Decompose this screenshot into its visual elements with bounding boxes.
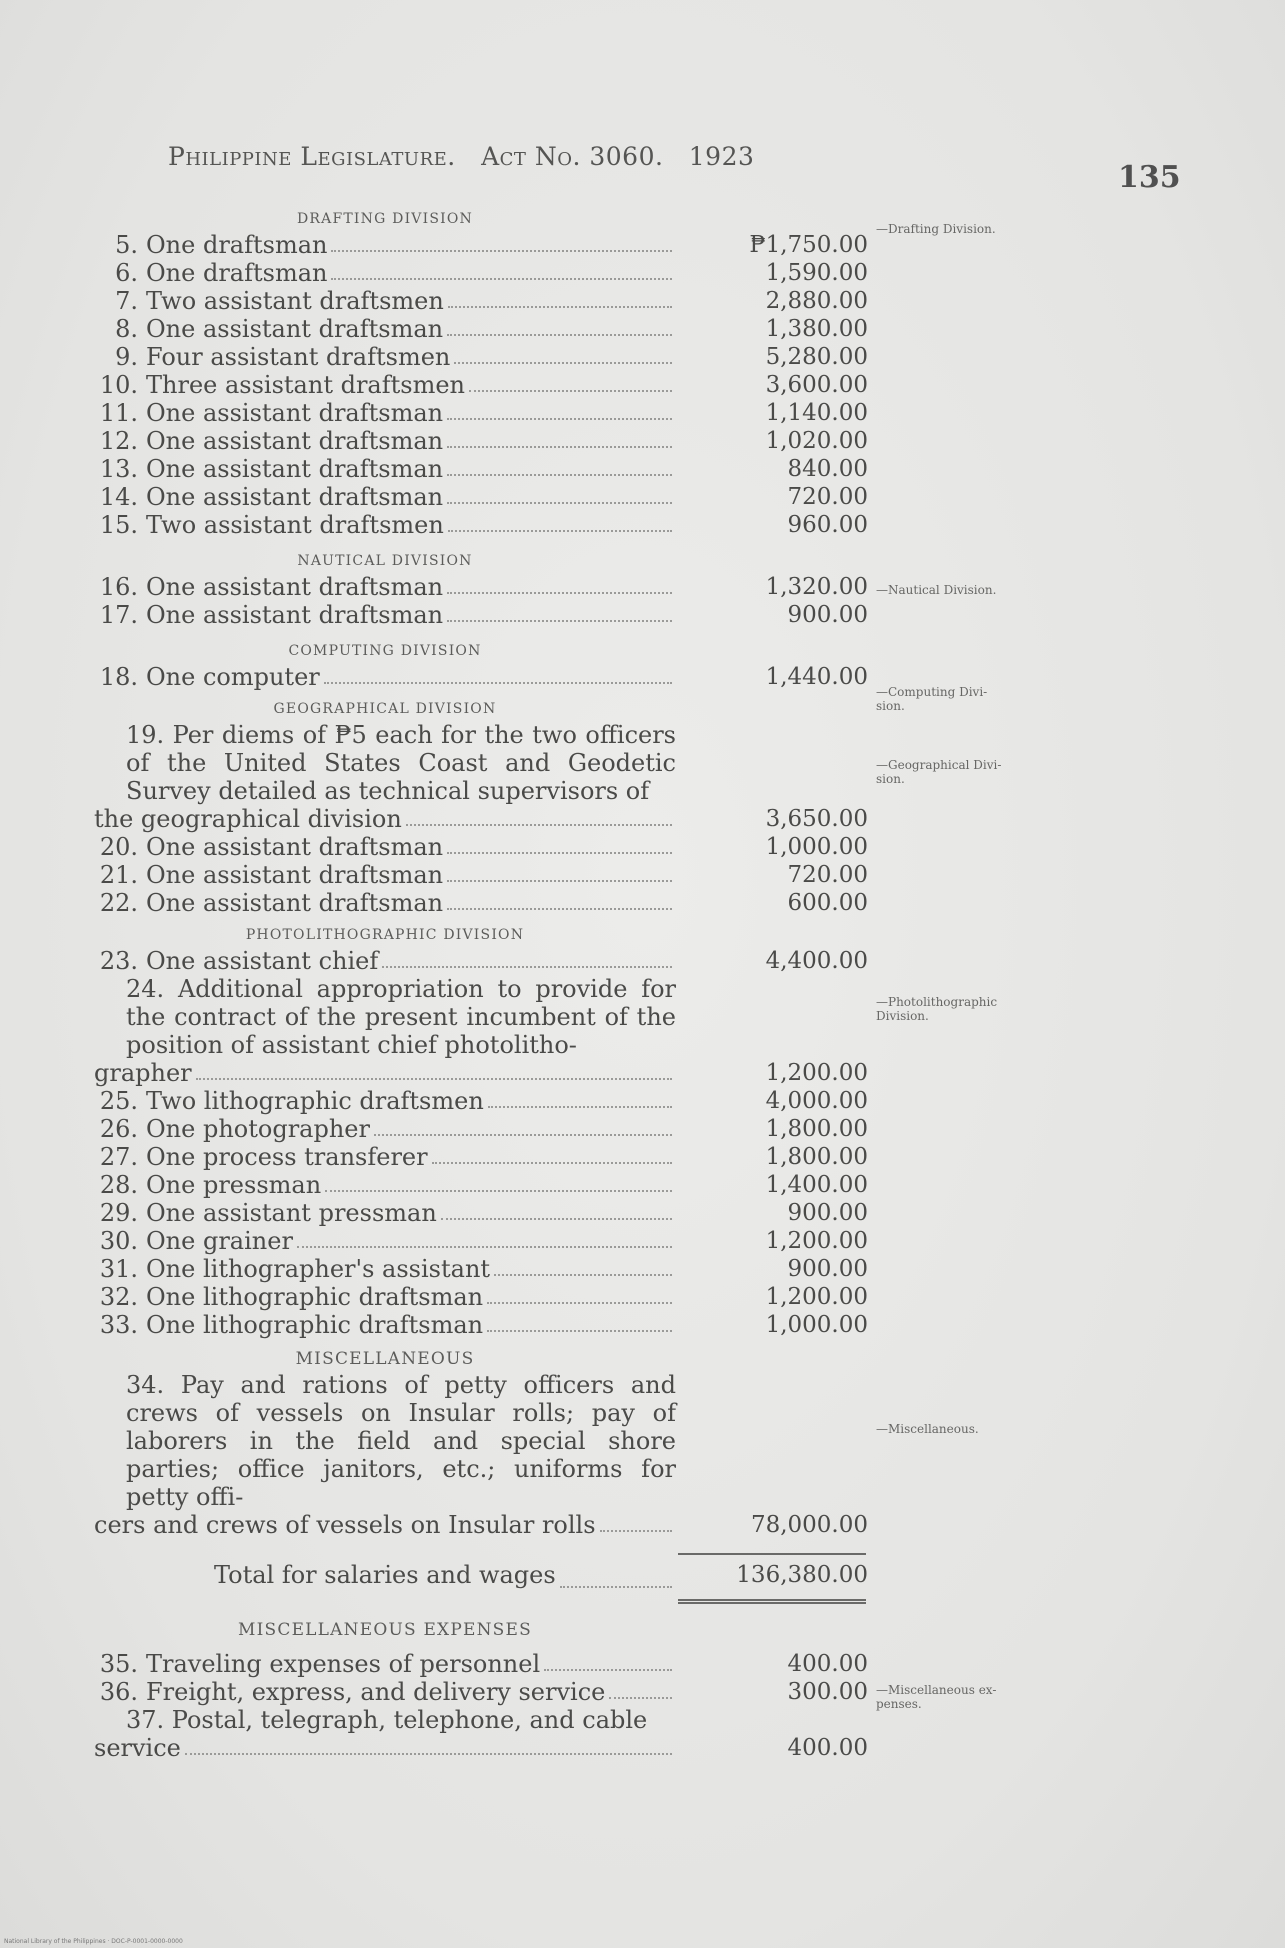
line-item-label: One assistant draftsman (146, 601, 444, 629)
line-item-label: One lithographer's assistant (146, 1255, 491, 1283)
line-item-amount: 720.00 (787, 484, 868, 510)
list-nautical (94, 573, 874, 629)
header-legislature: Philippine Legislature. (168, 142, 456, 171)
line-item (94, 1311, 874, 1339)
line-item (94, 1115, 874, 1143)
item-37-last: service (94, 1734, 181, 1762)
line-item-amount: 900.00 (787, 1256, 868, 1282)
line-item-number: 17. (99, 601, 138, 629)
line-item-number: 5. (115, 231, 138, 259)
heading-miscellaneous: MISCELLANEOUS (295, 1349, 475, 1369)
line-item-number: 23. (99, 947, 138, 975)
line-item-label: One assistant draftsman (146, 427, 444, 455)
line-item (94, 1650, 874, 1678)
list-computing (94, 663, 874, 691)
line-item-number: 18. (99, 663, 138, 691)
margin-note-nautical: —Nautical Division. (876, 583, 997, 597)
total-double-rule (678, 1599, 866, 1604)
line-item-number: 26. (99, 1115, 138, 1143)
line-item-number: 30. (99, 1227, 138, 1255)
list-misc-expenses (94, 1650, 874, 1706)
line-item-amount: 1,200.00 (765, 1228, 868, 1254)
list-drafting (94, 231, 874, 539)
header-act: Act No. 3060. (481, 142, 664, 171)
heading-geographical: GEOGRAPHICAL DIVISION (273, 701, 497, 717)
line-item-amount: 960.00 (787, 512, 868, 538)
line-item-amount: 1,800.00 (765, 1144, 868, 1170)
line-item-label: One assistant draftsman (146, 455, 444, 483)
line-item-label: One assistant draftsman (146, 889, 444, 917)
line-item-amount: 840.00 (787, 456, 868, 482)
item-37-amount: 400.00 (787, 1735, 868, 1761)
item-19-amount: 3,650.00 (765, 806, 868, 832)
line-item-number: 35. (99, 1650, 138, 1678)
line-item-label: One photographer (146, 1115, 370, 1143)
line-item-number: 9. (115, 343, 138, 371)
line-item-label: Two lithographic draftsmen (146, 1087, 484, 1115)
line-item-amount: 1,200.00 (765, 1284, 868, 1310)
line-item (94, 511, 874, 539)
line-item-number: 31. (99, 1255, 138, 1283)
line-item-number: 13. (99, 455, 138, 483)
line-item (94, 889, 874, 917)
list-photo-23 (94, 947, 874, 975)
line-item-amount: 1,800.00 (765, 1116, 868, 1142)
margin-note-photolithographic: —Photolithographic Division. (876, 995, 998, 1023)
line-item-number: 8. (115, 315, 138, 343)
line-item (94, 427, 874, 455)
line-item-amount: 1,380.00 (765, 316, 868, 342)
line-item (94, 1678, 874, 1706)
line-item-label: One assistant draftsman (146, 315, 444, 343)
line-item-amount: 1,440.00 (765, 664, 868, 690)
line-item (94, 573, 874, 601)
line-item-amount: 5,280.00 (765, 344, 868, 370)
line-item-number: 10. (99, 371, 138, 399)
line-item-number: 15. (99, 511, 138, 539)
line-item (94, 399, 874, 427)
line-item-amount: 300.00 (787, 1679, 868, 1705)
line-item-number: 29. (99, 1199, 138, 1227)
line-item-number: 7. (115, 287, 138, 315)
total-row (94, 1555, 874, 1595)
line-item-number: 36. (99, 1678, 138, 1706)
item-24-text: 24. Additional appropriation to provide for the contract of the present incumbent of the position of assistant chief photolitho- (126, 975, 676, 1059)
line-item-label: One computer (146, 663, 320, 691)
running-header (168, 142, 754, 171)
line-item-amount: 1,320.00 (765, 574, 868, 600)
list-geographical (94, 833, 874, 917)
line-item-label: Two assistant draftsmen (146, 511, 444, 539)
list-photo (94, 1087, 874, 1339)
item-37 (94, 1706, 874, 1762)
footer-credit: National Library of the Philippines · DOC-P-0001-0000-0000 (4, 1938, 183, 1945)
line-item (94, 833, 874, 861)
line-item-number: 22. (99, 889, 138, 917)
line-item-number: 6. (115, 259, 138, 287)
item-37-text: 37. Postal, telegraph, telephone, and cable (126, 1706, 648, 1734)
appropriation-body (94, 207, 874, 1762)
line-item-number: 11. (99, 399, 138, 427)
margin-note-misc-expenses: —Miscellaneous ex- penses. (876, 1683, 997, 1711)
heading-nautical: NAUTICAL DIVISION (297, 553, 473, 569)
line-item-label: Traveling expenses of personnel (146, 1650, 541, 1678)
page-number: 135 (1118, 160, 1181, 195)
line-item-number: 25. (99, 1087, 138, 1115)
item-19-text: 19. Per diems of ₱5 each for the two officers of the United States Coast and Geodetic Survey detailed as technical supervisors of (126, 721, 676, 805)
line-item-amount: 1,020.00 (765, 428, 868, 454)
line-item (94, 663, 874, 691)
line-item (94, 1199, 874, 1227)
line-item-amount: 4,000.00 (765, 1088, 868, 1114)
line-item-label: One process transferer (146, 1143, 428, 1171)
heading-computing: COMPUTING DIVISION (288, 643, 482, 659)
heading-misc-expenses: MISCELLANEOUS EXPENSES (238, 1620, 532, 1640)
line-item (94, 287, 874, 315)
margin-note-miscellaneous: —Miscellaneous. (876, 1422, 979, 1436)
item-24-amount: 1,200.00 (765, 1060, 868, 1086)
line-item-label: One assistant pressman (146, 1199, 437, 1227)
line-item (94, 1087, 874, 1115)
total-amount: 136,380.00 (736, 1562, 868, 1588)
line-item-number: 27. (99, 1143, 138, 1171)
line-item-amount: 3,600.00 (765, 372, 868, 398)
line-item-label: Two assistant draftsmen (146, 287, 444, 315)
line-item (94, 861, 874, 889)
heading-photolithographic: PHOTOLITHOGRAPHIC DIVISION (245, 927, 525, 943)
line-item-amount: 720.00 (787, 862, 868, 888)
line-item (94, 483, 874, 511)
line-item-label: One assistant draftsman (146, 573, 444, 601)
line-item (94, 315, 874, 343)
line-item-label: One assistant draftsman (146, 833, 444, 861)
line-item-label: One lithographic draftsman (146, 1311, 484, 1339)
item-34 (94, 1371, 874, 1539)
line-item (94, 231, 874, 259)
line-item-amount: 1,400.00 (765, 1172, 868, 1198)
line-item-label: One assistant chief (146, 947, 379, 975)
line-item-label: One grainer (146, 1227, 293, 1255)
line-item (94, 1227, 874, 1255)
line-item-label: Three assistant draftsmen (146, 371, 465, 399)
item-34-text: 34. Pay and rations of petty officers and crews of vessels on Insular rolls; pay of laborers in the field and special shore parties; office janitors, etc.; uniforms for petty offi- (126, 1371, 676, 1511)
line-item-amount: 1,590.00 (765, 260, 868, 286)
line-item-amount: ₱1,750.00 (749, 232, 868, 258)
line-item-amount: 4,400.00 (765, 948, 868, 974)
line-item-amount: 1,000.00 (765, 1312, 868, 1338)
line-item (94, 1171, 874, 1199)
line-item-number: 20. (99, 833, 138, 861)
line-item (94, 259, 874, 287)
line-item-number: 12. (99, 427, 138, 455)
header-year: 1923 (688, 142, 755, 171)
line-item (94, 1143, 874, 1171)
item-24-last: grapher (94, 1059, 192, 1087)
line-item-number: 14. (99, 483, 138, 511)
total-label: Total for salaries and wages (214, 1561, 556, 1589)
item-34-amount: 78,000.00 (750, 1512, 868, 1538)
item-34-last: cers and crews of vessels on Insular rolls (94, 1511, 596, 1539)
line-item (94, 455, 874, 483)
line-item-number: 32. (99, 1283, 138, 1311)
line-item-amount: 1,140.00 (765, 400, 868, 426)
line-item (94, 371, 874, 399)
line-item (94, 1283, 874, 1311)
line-item-amount: 900.00 (787, 602, 868, 628)
line-item-number: 16. (99, 573, 138, 601)
margin-note-geographical: —Geographical Divi- sion. (876, 758, 1002, 786)
line-item-amount: 400.00 (787, 1651, 868, 1677)
line-item-label: Four assistant draftsmen (146, 343, 451, 371)
line-item-label: One assistant draftsman (146, 861, 444, 889)
line-item-label: One lithographic draftsman (146, 1283, 484, 1311)
line-item-label: Freight, express, and delivery service (146, 1678, 606, 1706)
margin-note-computing: —Computing Divi- sion. (876, 685, 988, 713)
line-item-amount: 1,000.00 (765, 834, 868, 860)
line-item (94, 343, 874, 371)
line-item-label: One pressman (146, 1171, 322, 1199)
line-item (94, 601, 874, 629)
line-item-amount: 2,880.00 (765, 288, 868, 314)
line-item-label: One draftsman (146, 231, 328, 259)
line-item-label: One assistant draftsman (146, 399, 444, 427)
margin-note-drafting: —Drafting Division. (876, 222, 996, 236)
heading-drafting: DRAFTING DIVISION (297, 211, 473, 227)
line-item-number: 28. (99, 1171, 138, 1199)
item-19-last: the geographical division (94, 805, 402, 833)
item-19 (94, 721, 874, 833)
item-24 (94, 975, 874, 1087)
line-item-amount: 600.00 (787, 890, 868, 916)
line-item-number: 21. (99, 861, 138, 889)
line-item-label: One draftsman (146, 259, 328, 287)
item-23 (94, 947, 874, 975)
line-item-label: One assistant draftsman (146, 483, 444, 511)
line-item-amount: 900.00 (787, 1200, 868, 1226)
line-item-number: 33. (99, 1311, 138, 1339)
line-item (94, 1255, 874, 1283)
